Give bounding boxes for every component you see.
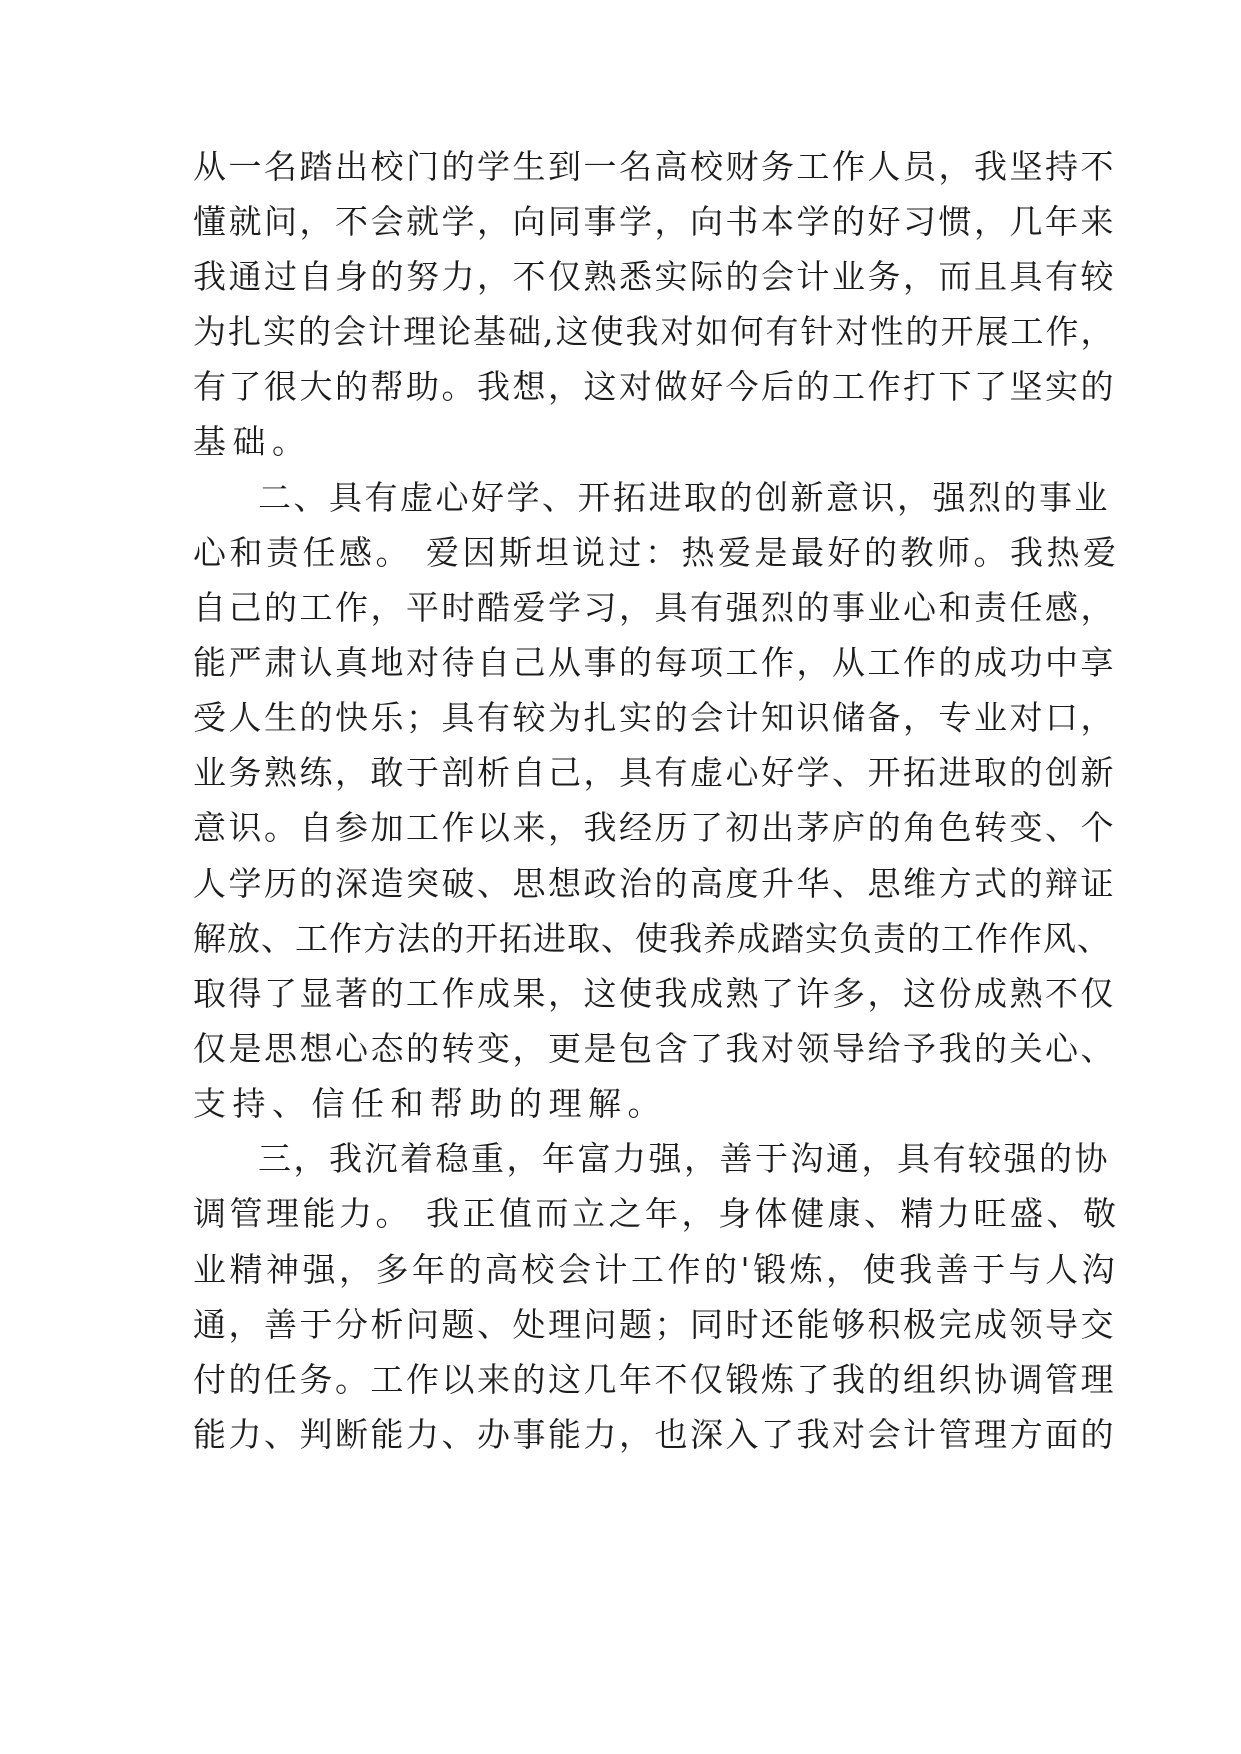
text-line: 能严肃认真地对待自己从事的每项工作，从工作的成功中享 <box>193 643 1116 682</box>
text-line: 意识。自参加工作以来，我经历了初出茅庐的角色转变、个 <box>193 808 1116 847</box>
text-line: 取得了显著的工作成果，这使我成熟了许多，这份成熟不仅 <box>193 974 1116 1013</box>
text-line: 受人生的快乐；具有较为扎实的会计知识储备，专业对口， <box>193 698 1116 737</box>
text-line: 仅是思想心态的转变，更是包含了我对领导给予我的关心、 <box>193 1029 1116 1068</box>
text-line: 业务熟练，敢于剖析自己，具有虚心好学、开拓进取的创新 <box>193 753 1116 792</box>
text-line: 有了很大的帮助。我想，这对做好今后的工作打下了坚实的 <box>193 367 1116 406</box>
text-line: 付的任务。工作以来的这几年不仅锻炼了我的组织协调管理 <box>193 1360 1116 1399</box>
section-heading-two: 二、具有虚心好学、开拓进取的创新意识，强烈的事业 <box>258 478 1110 517</box>
text-line: 基础。 <box>193 422 312 461</box>
text-line: 解放、工作方法的开拓进取、使我养成踏实负责的工作作风、 <box>193 919 1111 958</box>
text-line: 支持、信任和帮助的理解。 <box>193 1084 667 1123</box>
text-line: 为扎实的会计理论基础,这使我对如何有针对性的开展工作， <box>193 312 1116 351</box>
text-line: 我通过自身的努力，不仅熟悉实际的会计业务，而且具有较 <box>193 257 1116 296</box>
text-line: 懂就问，不会就学，向同事学，向书本学的好习惯，几年来 <box>193 202 1116 241</box>
section-heading-three: 三，我沉着稳重，年富力强，善于沟通，具有较强的协 <box>258 1139 1110 1178</box>
text-line: 能力、判断能力、办事能力，也深入了我对会计管理方面的 <box>193 1415 1116 1454</box>
text-line: 调管理能力。 我正值而立之年，身体健康、精力旺盛、敬 <box>193 1194 1120 1233</box>
text-line: 人学历的深造突破、思想政治的高度升华、思维方式的辩证 <box>193 864 1116 903</box>
text-line: 通，善于分析问题、处理问题；同时还能够积极完成领导交 <box>193 1305 1116 1344</box>
text-line: 自己的工作，平时酷爱学习，具有强烈的事业心和责任感， <box>193 588 1116 627</box>
text-line: 心和责任感。 爱因斯坦说过：热爱是最好的教师。我热爱 <box>193 533 1120 572</box>
text-line: 从一名踏出校门的学生到一名高校财务工作人员，我坚持不 <box>193 147 1116 186</box>
text-line: 业精神强，多年的高校会计工作的'锻炼，使我善于与人沟 <box>193 1250 1119 1289</box>
